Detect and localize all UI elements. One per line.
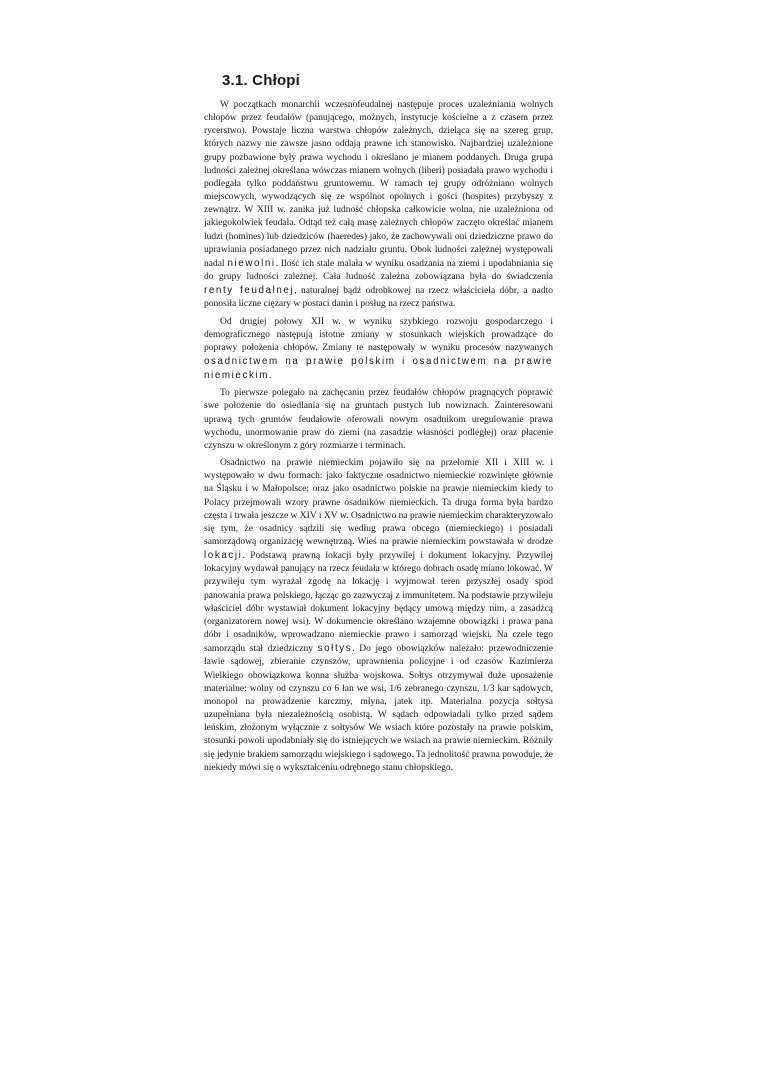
text-run: Osadnictwo na prawie niemieckim pojawiło się na przełomie XII i XIII w. i występowało w dwu formach: jako faktyczne osadnictwo niemieckie rozwinięte głównie na Śląsku i w Małopolsce; oraz jako osadnictwo polskie na prawie niemieckim kiedy to Polacy przejmowali wzory prawne osadników niemieckich. Ta druga forma była bardzo częsta i trwała jeszcze w XIV i XV w. Osadnictwo na prawie niemieckim charakteryzowało się tym, że osadnicy sądzili się według prawa obcego (niemieckiego) i posiadali samorządową organizację wewnętrzną. Wieś na prawie niemieckim powstawała w drodze	[204, 458, 553, 547]
spaced-term: sołtys	[317, 643, 353, 655]
spaced-term: niewolni	[227, 257, 276, 269]
paragraph	[204, 99, 553, 312]
paragraph	[204, 387, 553, 453]
text-run: . Podstawą prawną lokacji były przywilej i dokument lokacyjny. Przywilej lokacyjny wydawał panujący na rzecz feudała w którego dobrach osadę miano lokować. W przywileju tym wyrażał zgodę na lokację i wyjmował teren przyszłej osady spod panowania prawa polskiego, łącząc go zazwyczaj z immunitetem. Na podstawie przywileju właściciel dóbr wystawiał dokument lokacyjny będący umową między nim, a zasadźcą (organizatorem nowej wsi). W dokumencie określano wzajemne obowiązki i prawa pana dóbr i osadników, wprowadzano niemieckie prawo i samorząd wiejski. Na czele tego samorządu stał dziedziczny	[204, 551, 553, 655]
text-run: W początkach monarchii wczesnofeudalnej następuje proces uzależniania wolnych chłopów przez feudałów (panującego, możnych, instytucje kościelne a z czasem przez rycerstwo). Powstaje liczna warstwa chłopów zależnych, dzieląca się na szereg grup, których nazwy nie zawsze jasno oddają prawne ich stanowisko. Najbardziej uzależnione grupy pozbawione były prawa wychodu i określano je mianem poddanych. Druga grupa ludności zależnej określana wówczas mianem wolnych (liberi) posiadała prawo wychodu i podlegała tylko poddaństwu gruntowemu. W ramach tej grupy odróżniano wolnych miejscowych, wywodzących się ze wspólnot opolnych i gości (hospites) przybyszy z zewnątrz. W XIII w. zanika już ludność chłopska całkowicie wolna, nie uzależniona od jakiegokolwiek feudała. Odtąd też całą masę zależnych chłopów zaczęto określać mianem ludzi (homines) lub dziedziców (haeredes) jako, że zachowywali oni dziedziczne prawo do uprawiania posiadanego przez nich nadziału gruntu. Obok ludności zależnej występowali nadal	[204, 100, 553, 269]
spaced-term: renty feudalnej	[204, 285, 295, 297]
spaced-term: osadnictwem na prawie polskim i osadnictwem na prawie niemieckim	[204, 355, 553, 382]
spaced-term: lokacji	[204, 550, 243, 562]
body-text	[204, 99, 553, 779]
text-run: To pierwsze polegało na zachęcaniu przez feudałów chłopów pragnących poprawić swe położenie do osiedlania się na gruntach pustych lub nowiznach. Zainteresowani uprawą tych gruntów feudałowie oferowali nowym osadnikom uregulowanie prawa wychodu, unormowanie praw do ziemi (na zasadzie własności podległej) oraz płacenie czynszu w określonym z góry rozmiarze i terminach.	[204, 388, 553, 451]
paragraph	[204, 316, 553, 384]
section-heading: 3.1. Chłopi	[222, 72, 301, 89]
text-run: , naturalnej bądź odrobkowej na rzecz właściciela dóbr, a nadto ponosiła liczne ciężary w postaci danin i posług na rzecz państwa.	[204, 286, 553, 310]
text-run: .	[269, 371, 272, 382]
text-run: . Ilość ich stale malała w wyniku osadzania na ziemi i upodabniania się do grupy ludności zależnej. Cała ludność zależna zobowiązana była do świadczenia	[204, 258, 553, 283]
paragraph	[204, 457, 553, 775]
text-run: Od drugiej połowy XII w. w wyniku szybkiego rozwoju gospodarczego i demograficznego następują istotne zmiany w stosunkach wiejskich prowadzące do poprawy położenia chłopów. Zmiany te następowały w wyniku procesów nazywanych	[204, 316, 553, 353]
text-run: . Do jego obowiązków należało: przewodniczenie ławie sądowej, zbieranie czynszów, uprawnienia policyjne i od czasów Kazimierza Wielkiego obowiązkowa konna służba wojskowa. Sołtys otrzymywał duże uposażenie materialne: wolny od czynszu co 6 łan we wsi, 1/6 zebranego czynszu, 1/3 kar sądowych, monopol na prowadzenie karczmy, młyna, jatek itp. Materialna pozycja sołtysa uzupełniana była niezależnością osobistą. W sądach odpowiadali tylko przed sądem leńskim, złożonym wyłącznie z sołtysów We wsiach które pozostały na prawie polskim, stosunki powoli upodabniały się do istniejących we wsiach na prawie niemieckim. Różniły się jedynie brakiem samorządu wiejskiego i sądowego. Ta jednolitość prawna powoduje, że niekiedy mówi się o wykształceniu odrębnego stanu chłopskiego.	[204, 644, 553, 773]
